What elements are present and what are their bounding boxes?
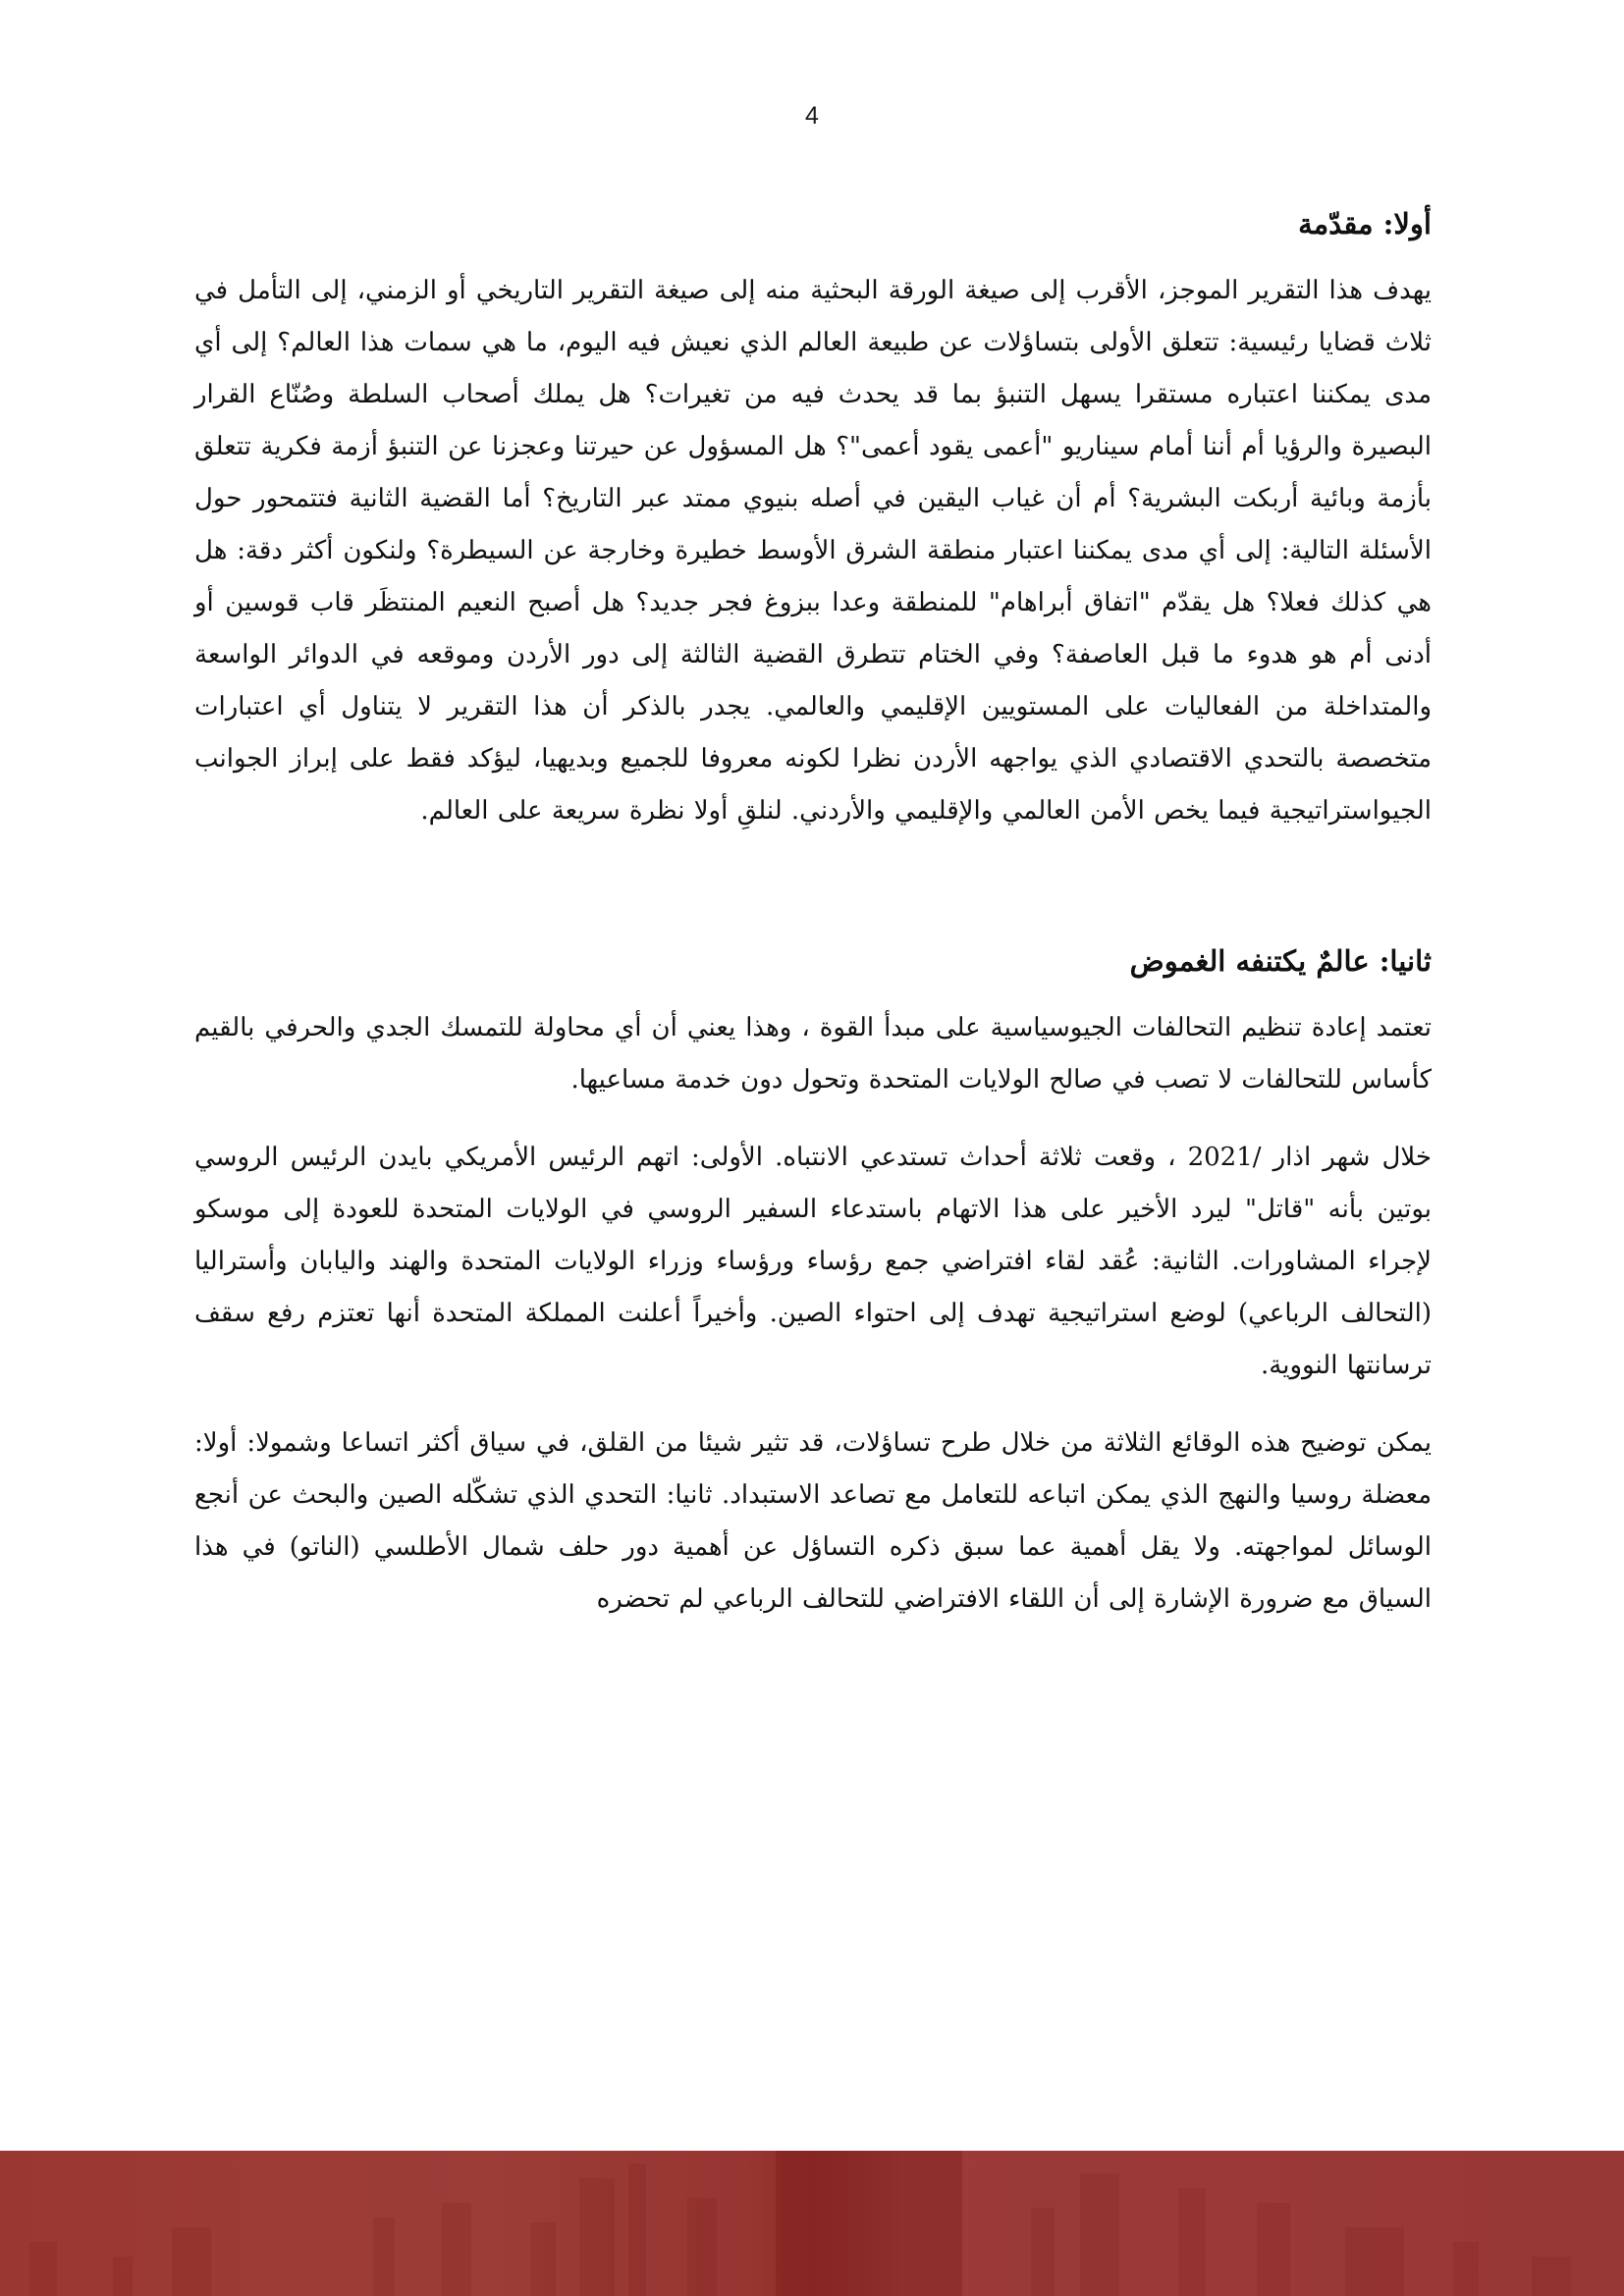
paragraph: يهدف هذا التقرير الموجز، الأقرب إلى صيغة الورقة البحثية منه إلى صيغة التقرير التاريخي أو الزمني، إلى التأمل في ثلاث قضايا رئيسية: تتعلق الأولى بتساؤلات عن طبيعة العالم الذي نعيش فيه اليوم، ما هي سمات هذا العالم؟ إلى أي مدى يمكننا اعتباره مستقرا يسهل التنبؤ بما قد يحدث فيه من تغيرات؟ هل يملك أصحاب السلطة وصُنّاع القرار البصيرة والرؤيا أم أننا أمام سيناريو "أعمى يقود أعمى"؟ هل المسؤول عن حيرتنا وعجزنا عن التنبؤ أزمة فكرية تتعلق بأزمة وبائية أربكت البشرية؟ أم أن غياب اليقين في أصله بنيوي ممتد عبر التاريخ؟ أما القضية الثانية فتتمحور حول الأسئلة التالية: إلى أي مدى يمكننا اعتبار منطقة الشرق الأوسط خطيرة وخارجة عن السيطرة؟ ولنكون أكثر دقة: هل هي كذلك فعلا؟ هل يقدّم "اتفاق أبراهام" للمنطقة وعدا ببزوغ فجر جديد؟ هل أصبح النعيم المنتظَر قاب قوسين أو أدنى أم هو هدوء ما قبل العاصفة؟ وفي الختام تتطرق القضية الثالثة إلى دور الأردن وموقعه في الدوائر الواسعة والمتداخلة من الفعاليات على المستويين الإقليمي والعالمي. يجدر بالذكر أن هذا التقرير لا يتناول أي اعتبارات متخصصة بالتحدي الاقتصادي الذي يواجهه الأردن نظرا لكونه معروفا للجميع وبديهيا، ليؤكد فقط على إبراز الجوانب الجيواستراتيجية فيما يخص الأمن العالمي والإقليمي والأردني. لنلقِ أولا نظرة سريعة على العالم. [194, 276, 1432, 826]
paragraph: تعتمد إعادة تنظيم التحالفات الجيوسياسية على مبدأ القوة ، وهذا يعني أن أي محاولة للتمسك الجدي والحرفي بالقيم كأساس للتحالفات لا تصب في صالح الولايات المتحدة وتحول دون خدمة مساعيها. [194, 1013, 1432, 1095]
document-body [194, 196, 1432, 1651]
section-ambiguous-world [194, 934, 1432, 1626]
page-number: 4 [805, 102, 819, 130]
paragraph: يمكن توضيح هذه الوقائع الثلاثة من خلال طرح تساؤلات، قد تثير شيئا من القلق، في سياق أكثر اتساعا وشمولا: أولا: معضلة روسيا والنهج الذي يمكن اتباعه للتعامل مع تصاعد الاستبداد. ثانيا: التحدي الذي تشكّله الصين والبحث عن أنجع الوسائل لمواجهته. ولا يقل أهمية عما سبق ذكره التساؤل عن أهمية دور حلف شمال الأطلسي (الناتو) في هذا السياق مع ضرورة الإشارة إلى أن اللقاء الافتراضي للتحالف الرباعي لم تحضره [194, 1428, 1432, 1614]
city-skyline-image [0, 2151, 1624, 2296]
section-heading-ambiguous-world: ثانيا: عالمٌ يكتنفه الغموض [1129, 944, 1432, 978]
section-heading-introduction: أولا: مقدّمة [1298, 207, 1432, 240]
section-introduction [194, 196, 1432, 837]
footer-decorative-band [0, 2151, 1624, 2296]
paragraph: خلال شهر اذار /2021 ، وقعت ثلاثة أحداث تستدعي الانتباه. الأولى: اتهم الرئيس الأمريكي بايدن الرئيس الروسي بوتين بأنه "قاتل" ليرد الأخير على هذا الاتهام باستدعاء السفير الروسي في الولايات المتحدة للعودة إلى موسكو لإجراء المشاورات. الثانية: عُقد لقاء افتراضي جمع رؤساء ورؤساء وزراء الولايات المتحدة والهند واليابان وأستراليا (التحالف الرباعي) لوضع استراتيجية تهدف إلى احتواء الصين. وأخيراً أعلنت المملكة المتحدة أنها تعتزم رفع سقف ترسانتها النووية. [194, 1143, 1432, 1380]
